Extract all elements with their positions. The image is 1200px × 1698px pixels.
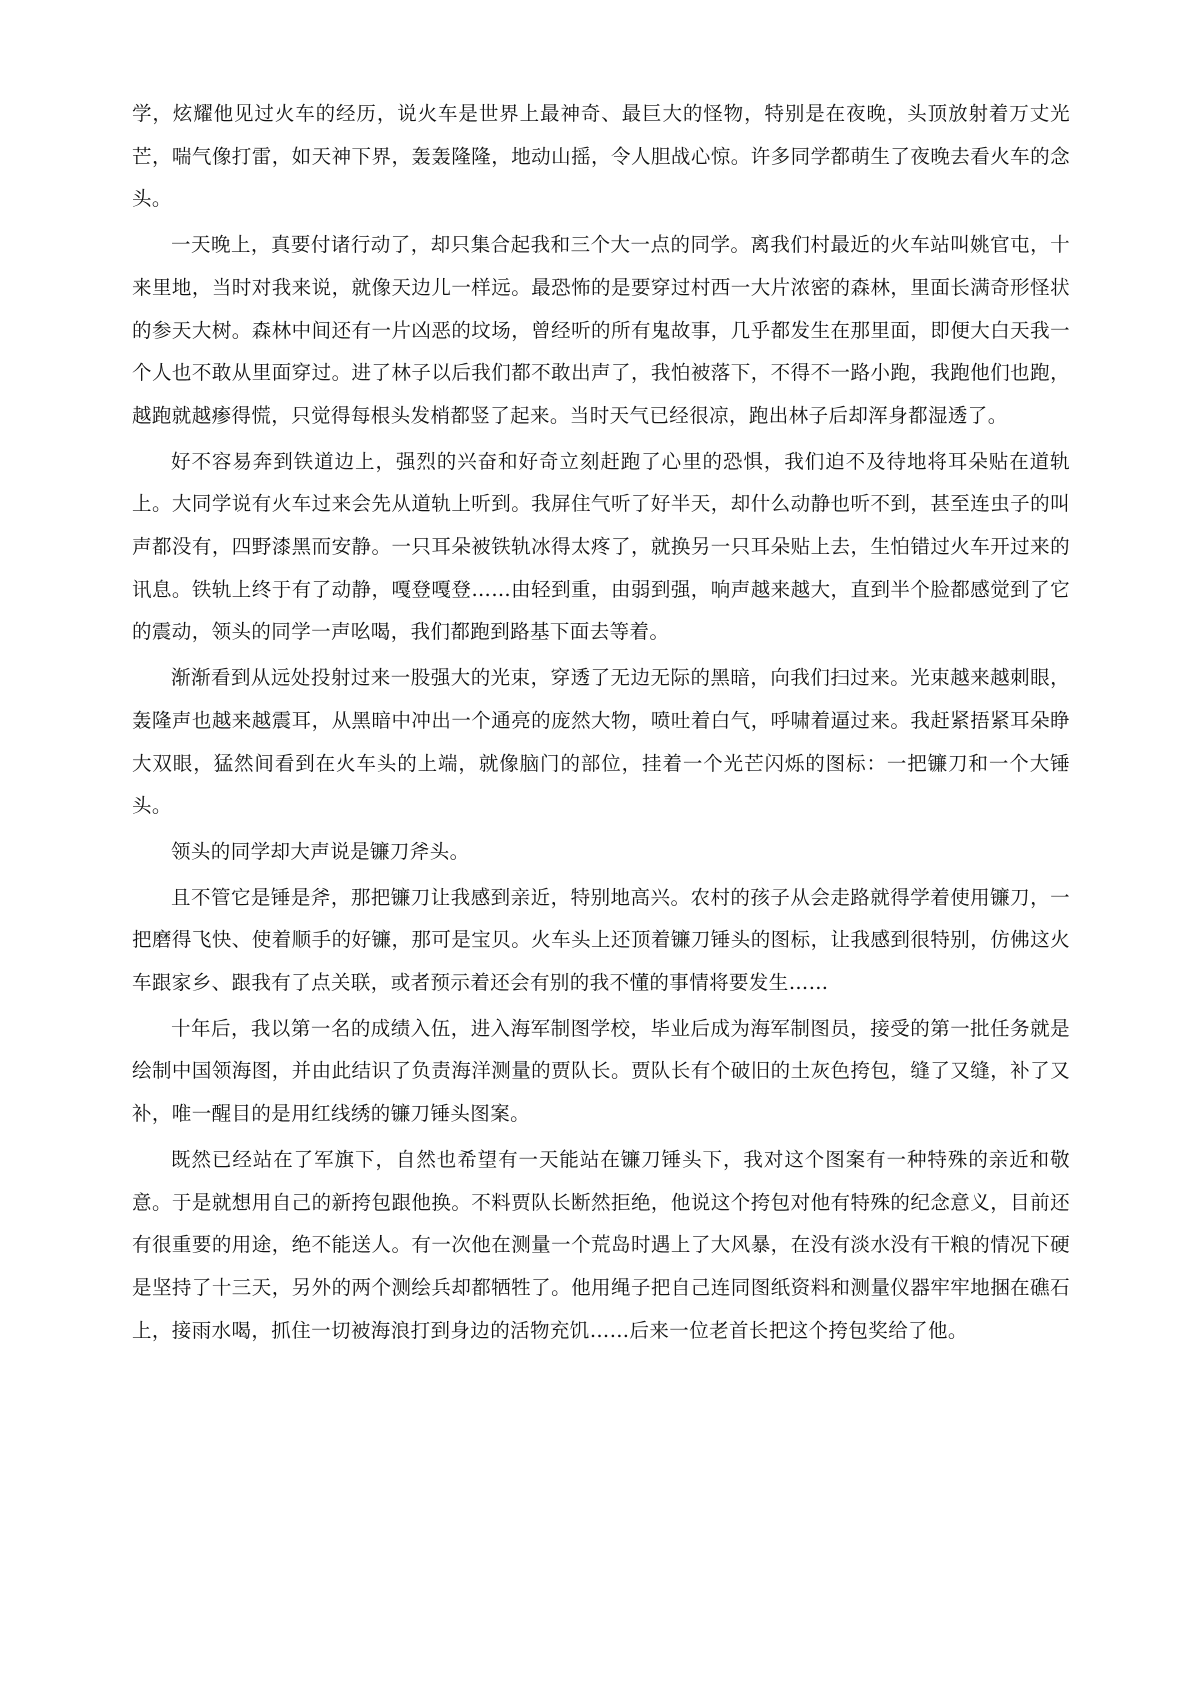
document-page (132, 93, 1070, 1355)
paragraph-2: 一天晚上，真要付诸行动了，却只集合起我和三个大一点的同学。离我们村最近的火车站叫姚官屯，十来里地，当时对我来说，就像天边儿一样远。最恐怖的是要穿过村西一大片浓密的森林，里面长满奇形怪状的参天大树。森林中间还有一片凶恶的坟场，曾经听的所有鬼故事，几乎都发生在那里面，即便大白天我一个人也不敢从里面穿过。进了林子以后我们都不敢出声了，我怕被落下，不得不一路小跑，我跑他们也跑，越跑就越瘆得慌，只觉得每根头发梢都竖了起来。当时天气已经很凉，跑出林子后却浑身都湿透了。 (132, 233, 1070, 427)
paragraph-3: 好不容易奔到铁道边上，强烈的兴奋和好奇立刻赶跑了心里的恐惧，我们迫不及待地将耳朵贴在道轨上。大同学说有火车过来会先从道轨上听到。我屏住气听了好半天，却什么动静也听不到，甚至连虫子的叫声都没有，四野漆黑而安静。一只耳朵被铁轨冰得太疼了，就换另一只耳朵贴上去，生怕错过火车开过来的讯息。铁轨上终于有了动静，嘎登嘎登……由轻到重，由弱到强，响声越来越大，直到半个脸都感觉到了它的震动，领头的同学一声吆喝，我们都跑到路基下面去等着。 (132, 449, 1070, 644)
paragraph-5: 领头的同学却大声说是镰刀斧头。 (171, 839, 470, 863)
paragraph-4: 渐渐看到从远处投射过来一股强大的光束，穿透了无边无际的黑暗，向我们扫过来。光束越来越刺眼，轰隆声也越来越震耳，从黑暗中冲出一个通亮的庞然大物，喷吐着白气，呼啸着逼过来。我赶紧捂紧耳朵睁大双眼，猛然间看到在火车头的上端，就像脑门的部位，挂着一个光芒闪烁的图标：一把镰刀和一个大锤头。 (132, 666, 1070, 818)
paragraph-7: 十年后，我以第一名的成绩入伍，进入海军制图学校，毕业后成为海军制图员，接受的第一批任务就是绘制中国领海图，并由此结识了负责海洋测量的贾队长。贾队长有个破旧的土灰色挎包，缝了又缝，补了又补，唯一醒目的是用红线绣的镰刀锤头图案。 (132, 1016, 1070, 1126)
paragraph-8: 既然已经站在了军旗下，自然也希望有一天能站在镰刀锤头下，我对这个图案有一种特殊的亲近和敬意。于是就想用自己的新挎包跟他换。不料贾队长断然拒绝，他说这个挎包对他有特殊的纪念意义，目前还有很重要的用途，绝不能送人。有一次他在测量一个荒岛时遇上了大风暴，在没有淡水没有干粮的情况下硬是坚持了十三天，另外的两个测绘兵却都牺牲了。他用绳子把自己连同图纸资料和测量仪器牢牢地捆在礁石上，接雨水喝，抓住一切被海浪打到身边的活物充饥……后来一位老首长把这个挎包奖给了他。 (132, 1147, 1070, 1342)
paragraph-6: 且不管它是锤是斧，那把镰刀让我感到亲近，特别地高兴。农村的孩子从会走路就得学着使用镰刀，一把磨得飞快、使着顺手的好镰，那可是宝贝。火车头上还顶着镰刀锤头的图标，让我感到很特别，仿佛这火车跟家乡、跟我有了点关联，或者预示着还会有别的我不懂的事情将要发生…… (132, 885, 1070, 995)
paragraph-1: 学，炫耀他见过火车的经历，说火车是世界上最神奇、最巨大的怪物，特别是在夜晚，头顶放射着万丈光芒，喘气像打雷，如天神下界，轰轰隆隆，地动山摇，令人胆战心惊。许多同学都萌生了夜晚去看火车的念头。 (132, 102, 1070, 211)
